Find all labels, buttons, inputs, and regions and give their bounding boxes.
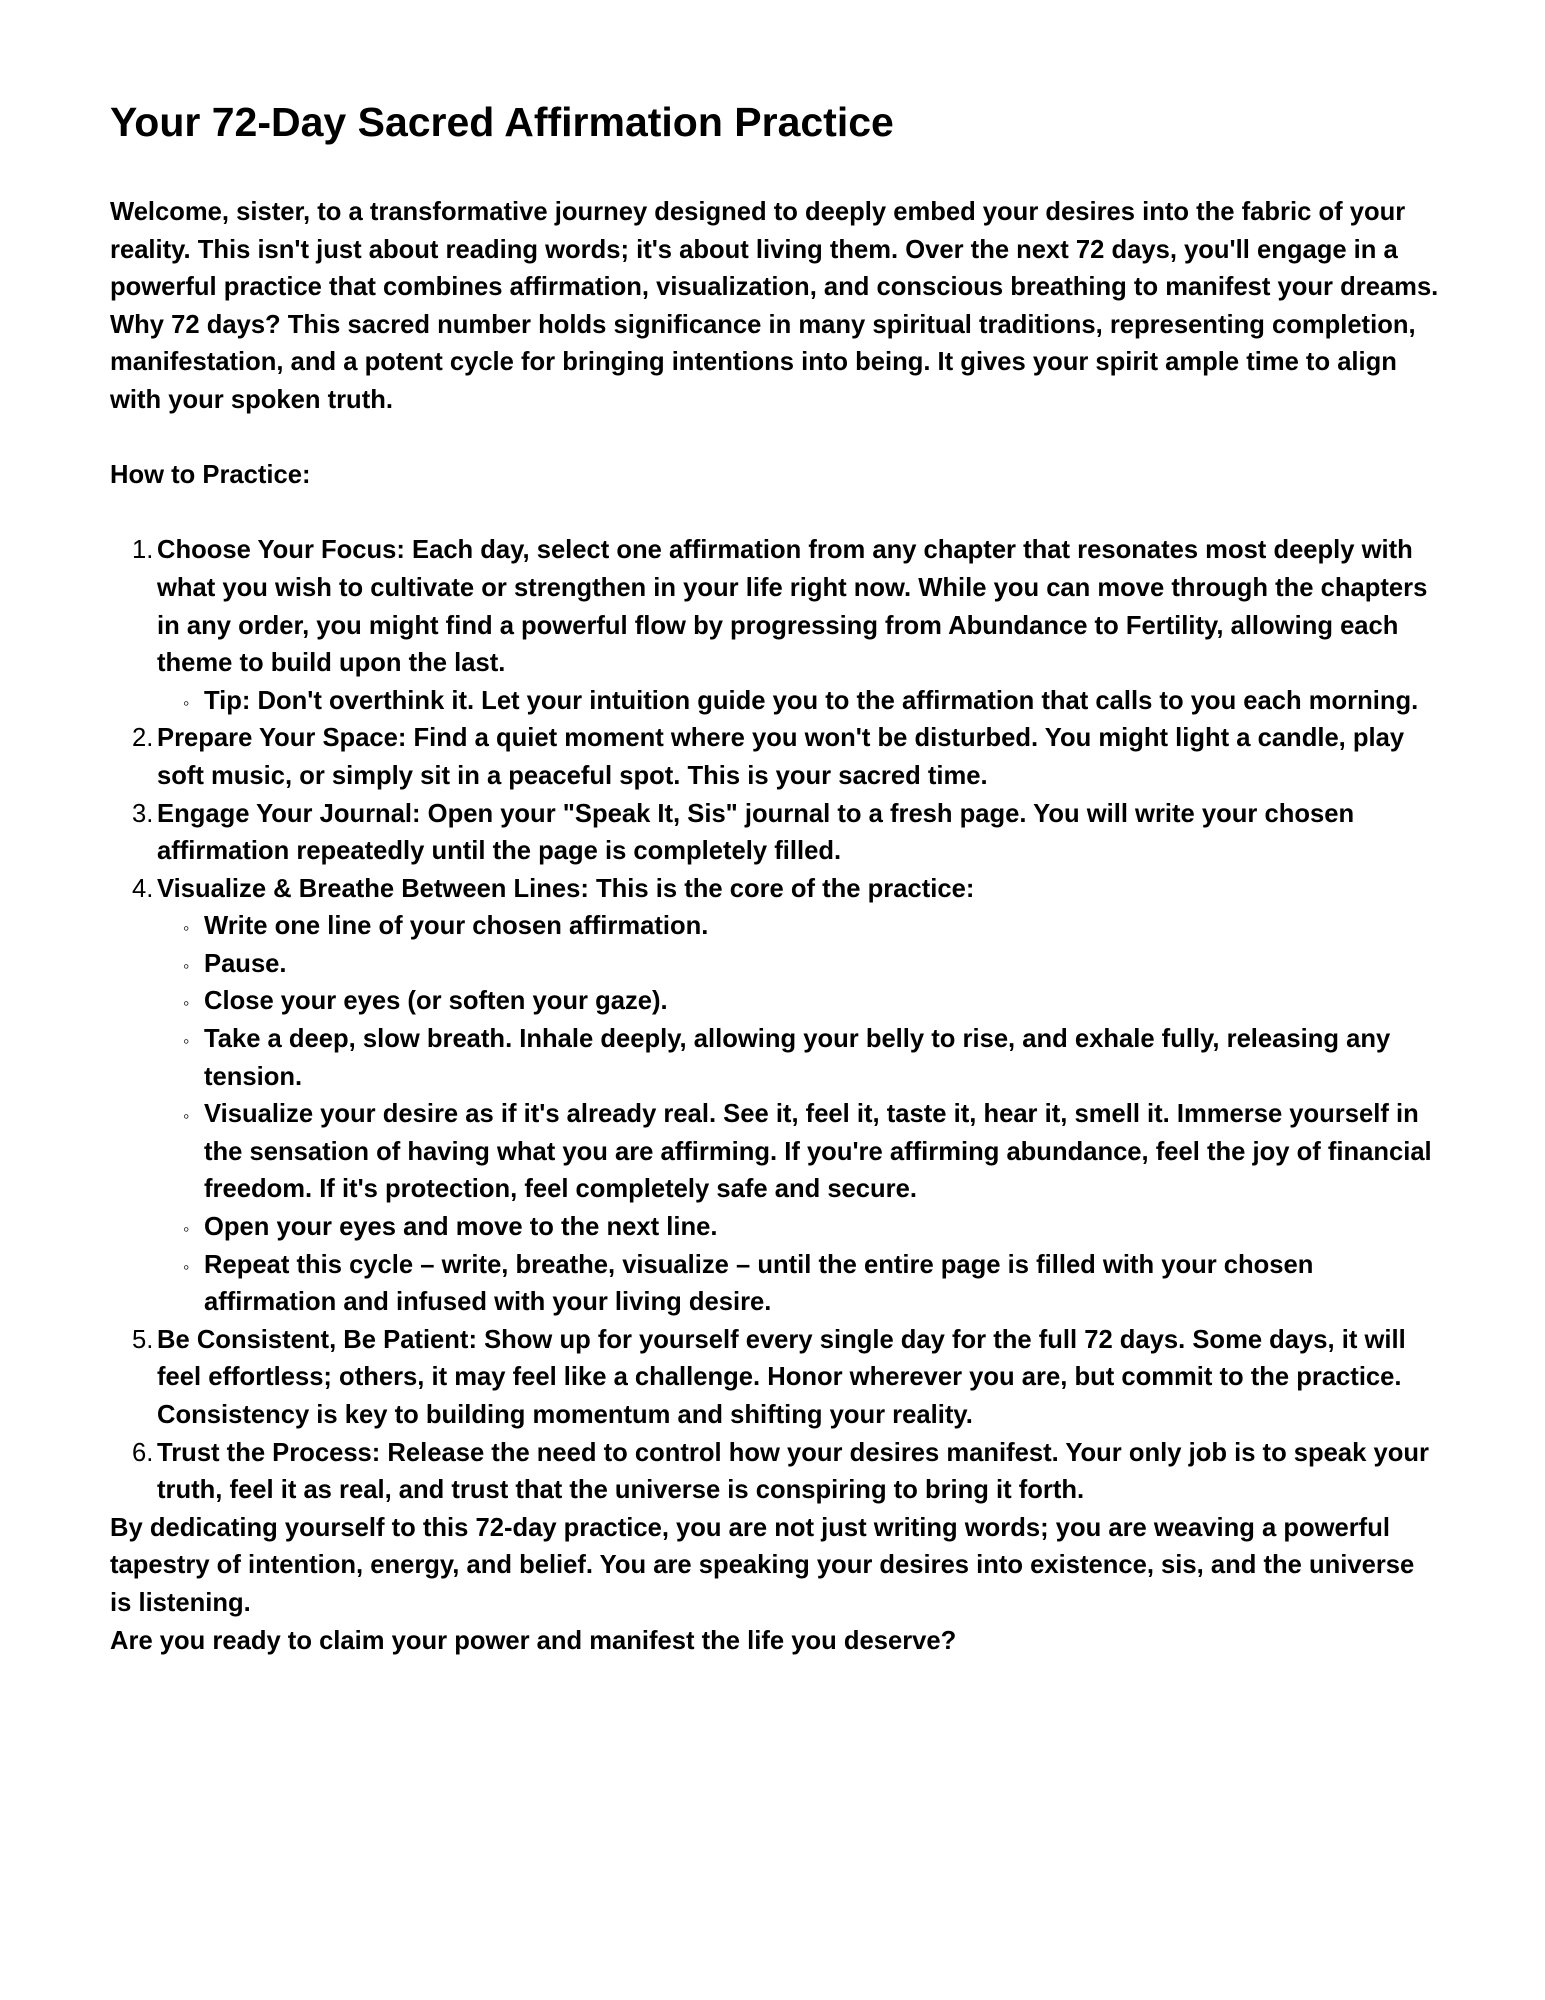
spacer <box>110 495 1440 533</box>
step-number: 4. <box>132 874 154 903</box>
step-item-choose-focus <box>110 532 1440 720</box>
page-title: Your 72-Day Sacred Affirmation Practice <box>110 99 894 145</box>
sub-item-text: Open your eyes and move to the next line. <box>204 1213 718 1242</box>
step-number: 2. <box>132 724 154 753</box>
sub-item-text: Write one line of your chosen affirmation. <box>204 912 709 941</box>
step-item-trust-process <box>110 1435 1440 1510</box>
step-number: 6. <box>132 1438 154 1467</box>
step-number: 3. <box>132 799 154 828</box>
step-text: Be Consistent, Be Patient: Show up for yourself every single day for the full 72 days. Some days, it will feel effortless; others, it may feel like a challenge. Honor wherever you are, but commit to the practice. Consistency is key to building momentum and shifting your reality. <box>157 1325 1406 1429</box>
step-item-be-consistent <box>110 1322 1440 1435</box>
hollow-bullet-icon: ◦ <box>183 1219 190 1240</box>
closing-paragraph-dedication: By dedicating yourself to this 72-day practice, you are not just writing words; you are weaving a powerful tapestry of intention, energy, and belief. You are speaking your desires into existence, sis, and the universe is listening. <box>110 1513 1415 1617</box>
sub-item-text: Tip: Don't overthink it. Let your intuition guide you to the affirmation that calls to you each morning. <box>204 686 1419 715</box>
intro-paragraph-why-72-days: Why 72 days? This sacred number holds significance in many spiritual traditions, representing completion, manifestation, and a potent cycle for bringing intentions into being. It gives your spirit ample time to align with your spoken truth. <box>110 310 1416 414</box>
sub-item-pause <box>157 946 1440 984</box>
hollow-bullet-icon: ◦ <box>183 1031 190 1052</box>
hollow-bullet-icon: ◦ <box>183 993 190 1014</box>
step-text: Engage Your Journal: Open your "Speak It, Sis" journal to a fresh page. You will write your chosen affirmation repeatedly until the page is completely filled. <box>157 799 1355 866</box>
closing-paragraph-question: Are you ready to claim your power and manifest the life you deserve? <box>110 1626 957 1655</box>
step-item-visualize-breathe <box>110 871 1440 1322</box>
sub-item-repeat-cycle <box>157 1247 1440 1322</box>
sub-item-text: Close your eyes (or soften your gaze). <box>204 987 668 1016</box>
step-text: Visualize & Breathe Between Lines: This is the core of the practice: <box>157 874 975 903</box>
step-item-engage-journal <box>110 796 1440 871</box>
practice-steps-list <box>110 532 1440 1509</box>
hollow-bullet-icon: ◦ <box>183 1256 190 1277</box>
step-text: Choose Your Focus: Each day, select one affirmation from any chapter that resonates most deeply with what you wish to cultivate or strengthen in your life right now. While you can move through the chapters in any order, you might find a powerful flow by progressing from Abundance to Fertility, allowing each theme to build upon the last. <box>157 536 1428 678</box>
intro-paragraph-welcome: Welcome, sister, to a transformative journey designed to deeply embed your desires into the fabric of your reality. This isn't just about reading words; it's about living them. Over the next 72 days, you'll engage in a powerful practice that combines affirmation, visualization, and conscious breathing to manifest your dreams. <box>110 198 1439 302</box>
sub-item-write-line <box>157 908 1440 946</box>
sub-item-visualize-desire <box>157 1096 1440 1209</box>
sub-item-close-eyes <box>157 983 1440 1021</box>
spacer <box>110 420 1440 458</box>
sub-item-tip <box>157 683 1440 721</box>
step-number: 1. <box>132 536 154 565</box>
step-number: 5. <box>132 1325 154 1354</box>
step-item-prepare-space <box>110 720 1440 795</box>
sub-item-deep-breath <box>157 1021 1440 1096</box>
hollow-bullet-icon: ◦ <box>183 955 190 976</box>
hollow-bullet-icon: ◦ <box>183 918 190 939</box>
sub-item-open-eyes <box>157 1209 1440 1247</box>
sub-item-text: Visualize your desire as if it's already real. See it, feel it, taste it, hear it, smell it. Immerse yourself in the sensation of having what you are affirming. If you're affirming abundance, feel the joy of financial freedom. If it's protection, feel completely safe and secure. <box>204 1100 1432 1204</box>
sub-item-text: Take a deep, slow breath. Inhale deeply, allowing your belly to rise, and exhale fully, releasing any tension. <box>204 1025 1391 1091</box>
hollow-bullet-icon: ◦ <box>183 1106 190 1127</box>
section-heading-how-to-practice: How to Practice: <box>110 461 311 490</box>
step-sub-list <box>157 908 1440 1322</box>
sub-item-text: Repeat this cycle – write, breathe, visualize – until the entire page is filled with your chosen affirmation and infused with your living desire. <box>204 1250 1314 1317</box>
step-text: Prepare Your Space: Find a quiet moment where you won't be disturbed. You might light a candle, play soft music, or simply sit in a peaceful spot. This is your sacred time. <box>157 724 1405 790</box>
document-body <box>110 194 1440 1660</box>
step-sub-list <box>157 683 1440 721</box>
sub-item-text: Pause. <box>204 949 287 978</box>
step-text: Trust the Process: Release the need to control how your desires manifest. Your only job is to speak your truth, feel it as real, and trust that the universe is conspiring to bring it forth. <box>157 1438 1429 1505</box>
hollow-bullet-icon: ◦ <box>183 692 190 713</box>
